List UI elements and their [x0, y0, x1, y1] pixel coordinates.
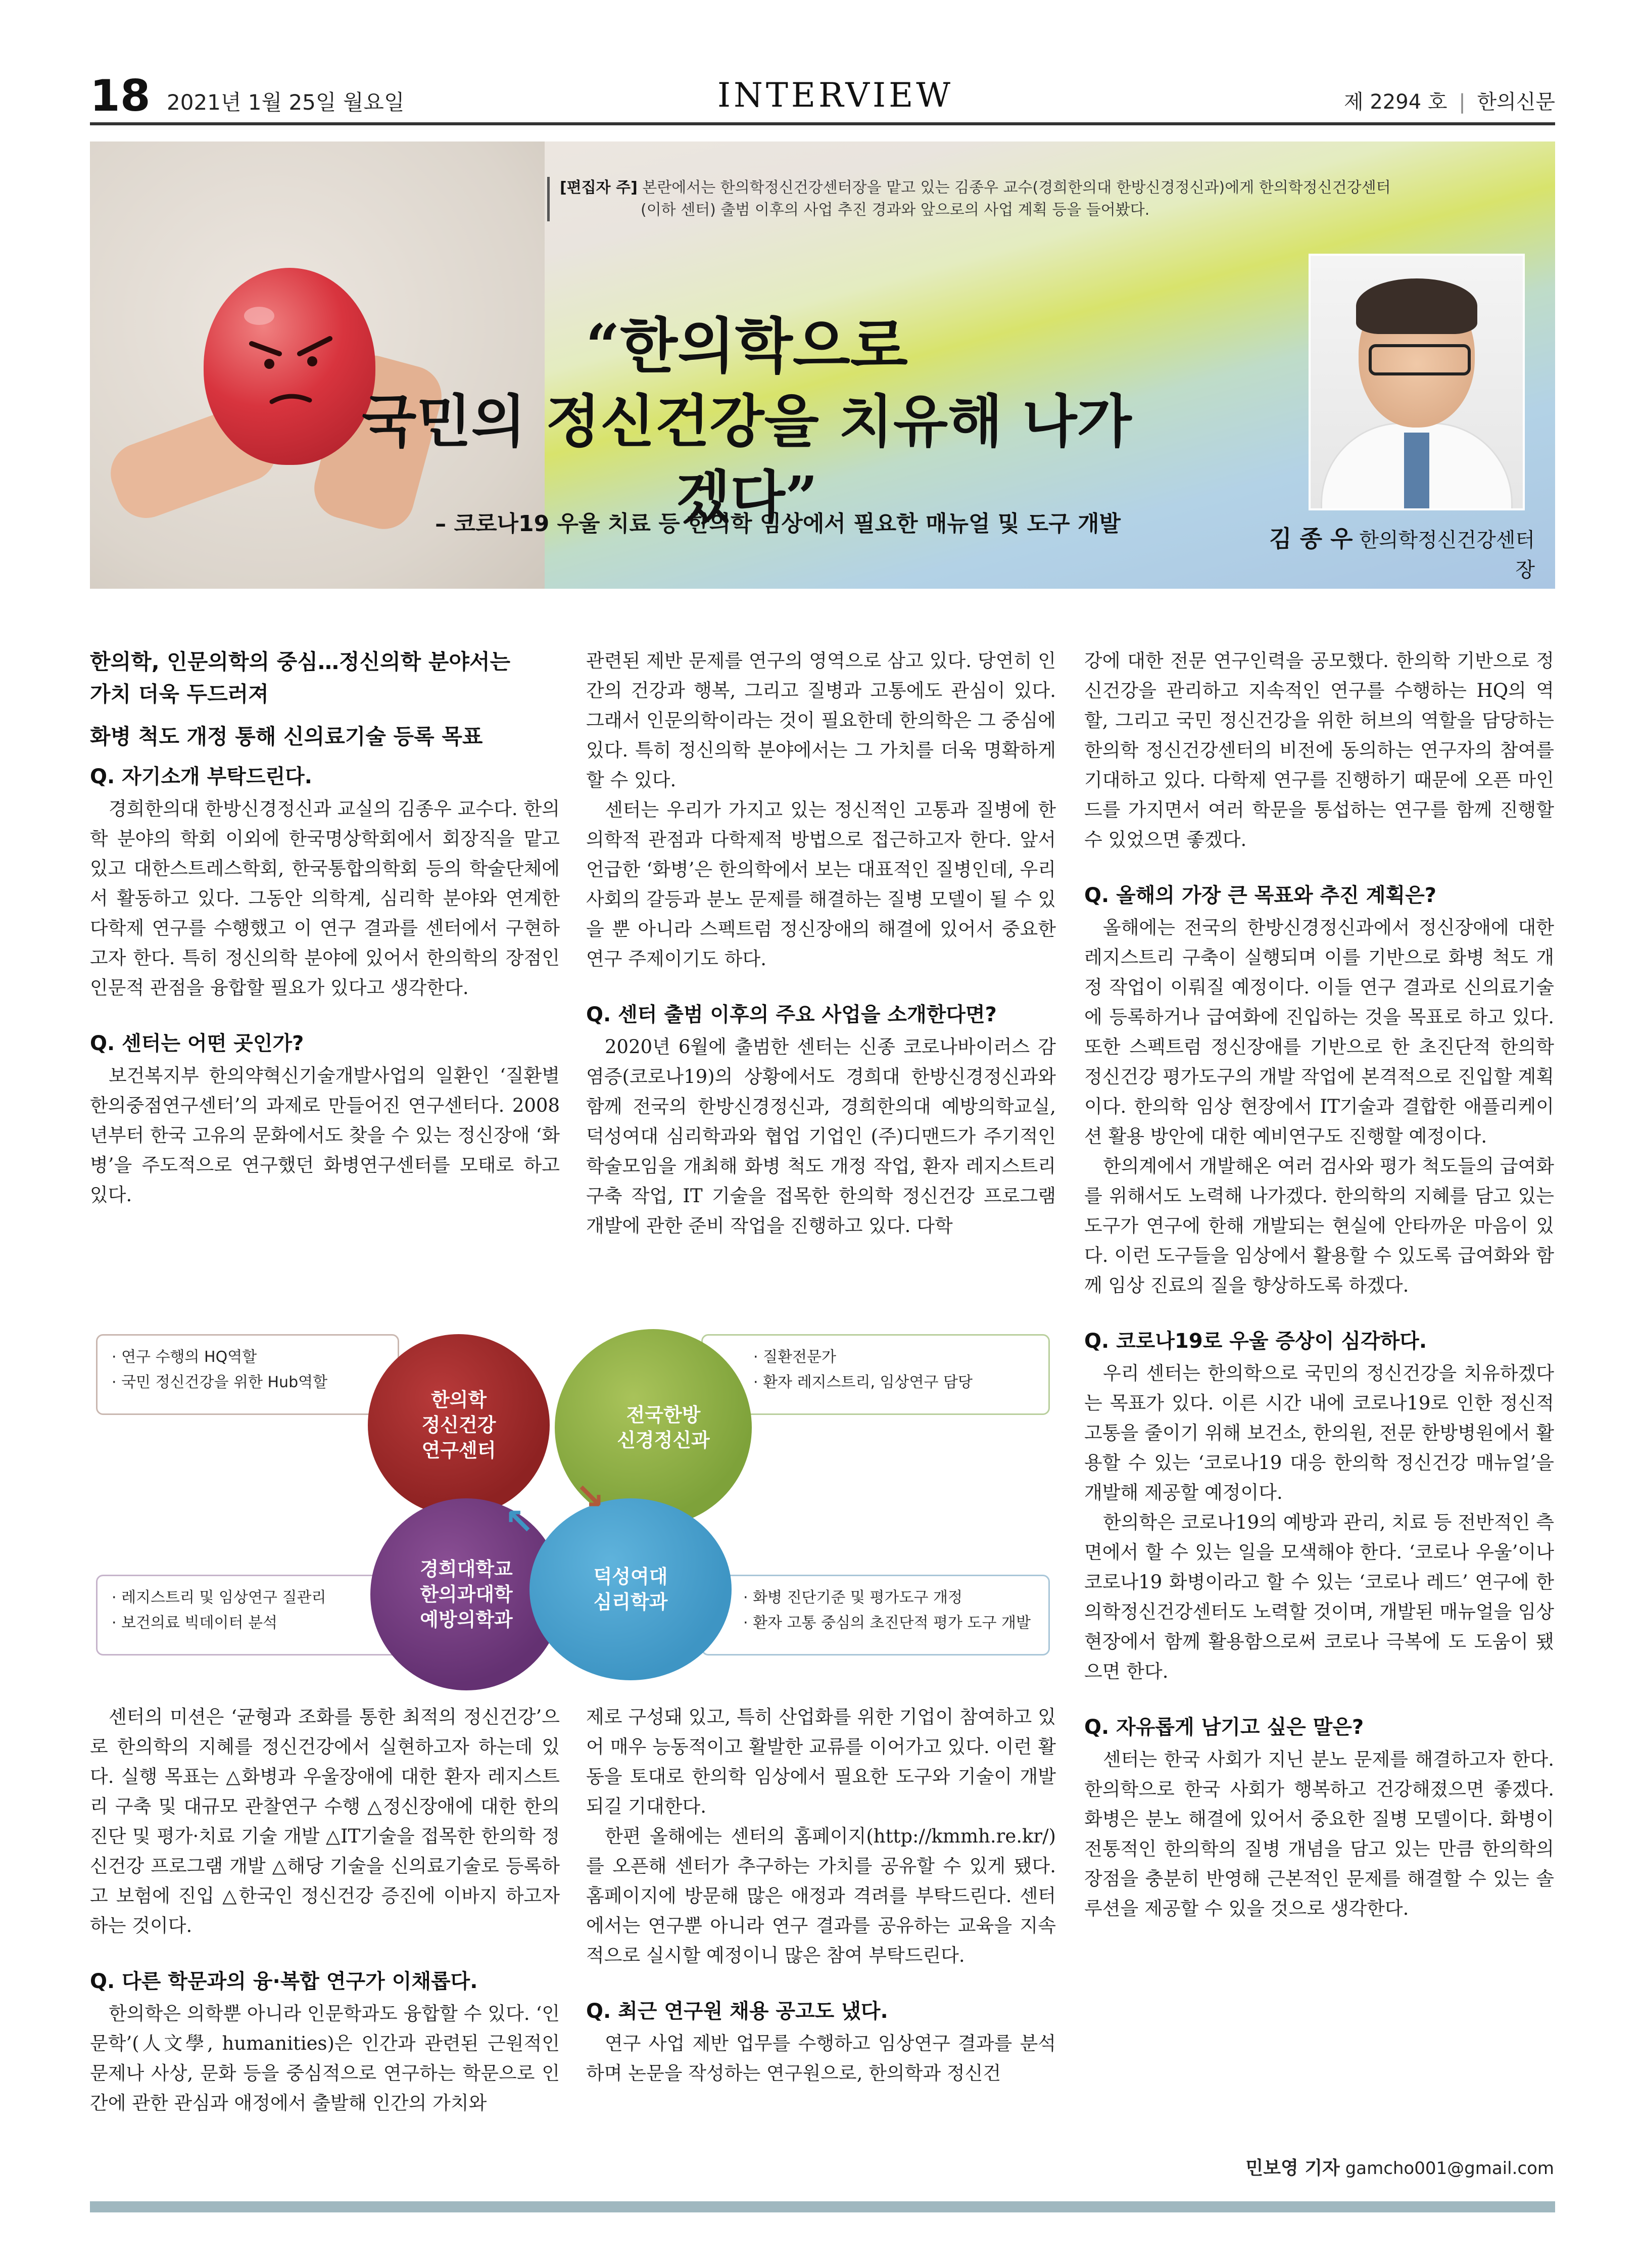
headline-banner — [90, 141, 1555, 589]
answer-2-continued-2: 센터는 우리가 가지고 있는 정신적인 고통과 질병에 한의학적 관점과 다학제적 방법으로 접근하고자 한다. 앞서 언급한 ‘화병’은 한의학에서 보는 대표적인 질병인데, 우리 사회의 갈등과 분노 문제를 해결하는 질병 모델이 될 수 있을 뿐 아니라 스펙트럼 정신장애의 해결에 있어서 중요한 연구 주제이기도 하다. — [586, 799, 1056, 970]
editor-note-line2: (이하 센터) 출범 이후의 사업 추진 경과와 앞으로의 사업 계획 등을 들어봤다. — [641, 201, 1150, 219]
interviewee-caption — [1252, 521, 1535, 583]
section-title: INTERVIEW — [717, 76, 954, 115]
industry-paragraph: 제로 구성돼 있고, 특히 산업화를 위한 기업이 참여하고 있어 매우 능동적이고 활발한 교류를 이어가고 있다. 이런 활동을 토대로 한의학 임상에서 필요한 도구와 기술이 개발되길 기대한다. — [586, 1706, 1056, 1817]
question-2: Q. 센터는 어떤 곳인가? — [90, 1032, 304, 1055]
answer-recruitment: 연구 사업 제반 업무를 수행하고 임상연구 결과를 분석하며 논문을 작성하는 연구원으로, 한의학과 정신건 — [586, 2033, 1056, 2084]
cycle-arrow-left-icon: ↖ — [504, 1501, 534, 1542]
balloon-face-icon — [204, 268, 375, 465]
angry-balloon-image — [204, 268, 375, 465]
circle-purple-line3: 예방의학과 — [420, 1609, 513, 1631]
issue-info — [1344, 86, 1555, 115]
subheadline: – 코로나19 우울 치료 등 한의학 임상에서 필요한 매뉴얼 및 도구 개발 — [435, 511, 1121, 537]
byline — [1245, 2154, 1554, 2180]
diagram-box-prevention-item-1: · 레지스트리 및 임상연구 질관리 — [112, 1589, 326, 1606]
answer-5-paragraph-2: 한의학은 코로나19의 예방과 관리, 치료 등 전반적인 측면에서 할 수 있는 일을 모색해야 한다. ‘코로나 우울’이나 코로나19 화병이라고 할 수 있는 ‘코로나 레드’ 연구에 한의학정신건강센터도 노력할 것이며, 개발된 매뉴얼을 임상 현장에서 함께 활용함으로써 코로나 극복에 도 도움이 됐으면 한다. — [1084, 1511, 1554, 1682]
homepage-paragraph: 한편 올해에는 센터의 홈페이지(http://kmmh.re.kr/)를 오픈해 센터가 추구하는 가치를 공유할 수 있게 됐다. 홈페이지에 방문해 많은 애정과 격려를 부탁드린다. 센터에서는 연구뿐 아니라 연구 결과를 공유하는 교육을 지속적으로 실시할 예정이니 많은 참여 부탁드린다. — [586, 1825, 1056, 1966]
answer-3-continued: 강에 대한 전문 연구인력을 공모했다. 한의학 기반으로 정신건강을 관리하고 지속적인 연구를 수행하는 HQ의 역할, 그리고 국민 정신건강을 위한 허브의 역할을 담당하는 한의학 정신건강센터의 비전에 동의하는 연구자의 참여를 기대하고 있다. 다학제 연구를 진행하기 때문에 오픈 마인드를 가지면서 여러 학문을 통섭하는 연구를 함께 진행할 수 있었으면 좋겠다. — [1084, 650, 1554, 850]
header-rule — [90, 122, 1555, 125]
cycle-arrow-right-icon: ↘ — [575, 1476, 605, 1517]
circle-blue-line1: 덕성여대 — [593, 1566, 668, 1588]
circle-purple-line2: 한의과대학 — [420, 1583, 513, 1605]
circle-green-line1: 전국한방 — [626, 1404, 701, 1426]
publication-date: 2021년 1월 25일 월요일 — [167, 90, 405, 115]
circle-mental-health-center — [368, 1334, 550, 1516]
photo-hair-shape — [1356, 278, 1477, 334]
diagram-box-psychology-item-2: · 환자 고통 중심의 초진단적 평가 도구 개발 — [743, 1614, 1031, 1632]
paper-name: 한의신문 — [1477, 90, 1555, 114]
diagram-box-prevention-item-2: · 보건의료 빅데이터 분석 — [112, 1614, 277, 1632]
question-1: Q. 자기소개 부탁드린다. — [90, 765, 313, 788]
answer-1: 경희한의대 한방신경정신과 교실의 김종우 교수다. 한의학 분야의 학회 이외에 한국명상학회에서 회장직을 맡고 있고 대한스트레스학회, 한국통합의학회 등의 학술단체에서 활동하고 있다. 그동안 의학계, 심리학 분야와 연계한 다학제 연구를 수행했고 이 연구 결과를 센터에서 구현하고자 한다. 특히 정신의학 분야에 있어서 한의학의 장점인 인문적 관점을 융합할 필요가 있다고 생각한다. — [90, 798, 560, 999]
page-number: 18 — [90, 71, 151, 121]
circle-psychology — [529, 1498, 732, 1680]
circle-red-line3: 연구센터 — [421, 1439, 496, 1461]
diagram-box-clinic-item-1: · 질환전문가 — [753, 1348, 836, 1366]
headline-line2: 국민의 정신건강을 치유해 나가겠다” — [362, 389, 1132, 531]
editor-note-label: [편집자 주] — [560, 179, 638, 197]
answer-6: 센터는 한국 사회가 지닌 분노 문제를 해결하고자 한다. 한의학으로 한국 사회가 행복하고 건강해졌으면 좋겠다. 화병은 분노 해결에 있어서 중요한 질병 모델이다. 화병이 전통적인 한의학의 질병 개념을 담고 있는 만큼 한의학의 장점을 충분히 반영해 근본적인 문제를 해결할 수 있는 솔루션을 제공할 수 있을 것으로 생각한다. — [1084, 1749, 1554, 1919]
diagram-box-clinic — [701, 1334, 1050, 1415]
diagram-box-hq-item-1: · 연구 수행의 HQ역할 — [112, 1348, 257, 1366]
reporter-email: gamcho001@gmail.com — [1345, 2158, 1554, 2179]
column-1 — [90, 646, 560, 1210]
diagram-box-clinic-item-2: · 환자 레지스트리, 임상연구 담당 — [753, 1374, 973, 1391]
column-2 — [586, 646, 1056, 1241]
headline — [353, 308, 1141, 536]
question-5: Q. 코로나19로 우울 증상이 심각하다. — [1084, 1330, 1427, 1353]
mission-paragraph: 센터의 미션은 ‘균형과 조화를 통한 최적의 정신건강’으로 한의학의 지혜를 정신건강에서 실현하고자 하는데 있다. 실행 목표는 △화병과 우울장애에 대한 환자 레지스트리 구축 및 대규모 관찰연구 수행 △정신장애에 대한 한의 진단 및 평가·치료 기술 개발 △IT기술을 접목한 한의학 정신건강 프로그램 개발 △해당 기술을 신의료기술로 등록하고 보험에 진입 △한국인 정신건강 증진에 이바지 하고자 하는 것이다. — [90, 1706, 560, 1936]
circle-red-line2: 정신건강 — [421, 1414, 496, 1436]
editor-note-line1: 본란에서는 한의학정신건강센터장을 맡고 있는 김종우 교수(경희한의대 한방신경정신과)에게 한의학정신건강센터 — [642, 179, 1391, 197]
answer-2-continued-1: 관련된 제반 문제를 연구의 영역으로 삼고 있다. 당연히 인간의 건강과 행복, 그리고 질병과 고통에도 관심이 있다. 그래서 인문의학이라는 것이 필요한데 한의학은 그 중심에 있다. 특히 정신의학 분야에서는 그 가치를 더욱 명확하게 할 수 있다. — [586, 650, 1056, 791]
circle-blue-line2: 심리학과 — [593, 1591, 668, 1613]
diagram-box-hq — [96, 1334, 399, 1415]
question-recruitment: Q. 최근 연구원 채용 공고도 냈다. — [586, 2000, 888, 2023]
issue-separator: | — [1459, 90, 1466, 114]
question-interdisciplinary: Q. 다른 학문과의 융·복합 연구가 이채롭다. — [90, 1970, 478, 1993]
bottom-column-2 — [586, 1702, 1056, 2088]
interviewee-title: 한의학정신건강센터장 — [1359, 529, 1535, 582]
diagram-box-prevention — [96, 1575, 399, 1656]
circle-green-line2: 신경정신과 — [617, 1429, 710, 1451]
subtitle-1-line2: 가치 더욱 두드러져 — [90, 682, 269, 706]
subtitle-1-line1: 한의학, 인문의학의 중심…정신의학 분야서는 — [90, 649, 511, 674]
diagram-box-hq-item-2: · 국민 정신건강을 위한 Hub역할 — [112, 1374, 328, 1391]
center-diagram — [90, 1324, 1056, 1678]
answer-2: 보건복지부 한의약혁신기술개발사업의 일환인 ‘질환별 한의중점연구센터’의 과제로 만들어진 연구센터다. 2008년부터 한국 고유의 문화에서도 찾을 수 있는 정신장애 ‘화병’을 주도적으로 연구했던 화병연구센터를 모태로 하고 있다. — [90, 1065, 560, 1206]
answer-4-paragraph-2: 한의계에서 개발해온 여러 검사와 평가 척도들의 급여화를 위해서도 노력해 나가겠다. 한의학의 지혜를 담고 있는 도구가 연구에 한해 개발되는 현실에 안타까운 마음이 있다. 이런 도구들을 임상에서 활용할 수 있도록 급여화와 함께 임상 진료의 질을 향상하도록 하겠다. — [1084, 1155, 1554, 1296]
subtitle-2: 화병 척도 개정 통해 신의료기술 등록 목표 — [90, 724, 483, 749]
issue-number: 제 2294 호 — [1344, 90, 1447, 114]
answer-5-paragraph-1: 우리 센터는 한의학으로 국민의 정신건강을 치유하겠다는 목표가 있다. 이른 시간 내에 코로나19로 인한 정신적 고통을 줄이기 위해 보건소, 한의원, 전문 한방병원에서 활용할 수 있는 ‘코로나19 대응 한의학 정신건강 매뉴얼’을 개발해 제공할 예정이다. — [1084, 1362, 1554, 1503]
headline-line1: “한의학으로 — [586, 311, 908, 381]
photo-glasses-shape — [1369, 344, 1471, 375]
footer-bar — [90, 2201, 1555, 2212]
bottom-column-1 — [90, 1702, 560, 2118]
answer-4-paragraph-1: 올해에는 전국의 한방신경정신과에서 정신장애에 대한 레지스트리 구축이 실행되며 이를 기반으로 화병 척도 개정 작업이 이뤄질 예정이다. 이들 연구 결과로 신의료기술에 등록하거나 급여화에 진입하는 것을 목표로 하고 있다. 또한 스펙트럼 정신장애를 기반으로 한 초진단적 한의학 정신건강 평가도구의 개발 작업에 본격적으로 진입할 계획이다. 한의학 임상 현장에서 IT기술과 결합한 애플리케이션 활용 방안에 대한 예비연구도 진행할 예정이다. — [1084, 917, 1554, 1147]
answer-interdisciplinary: 한의학은 의학뿐 아니라 인문학과도 융합할 수 있다. ‘인문학’(人文學, humanities)은 인간과 관련된 근원적인 문제나 사상, 문화 등을 중심적으로 연구하는 학문으로 인간에 관한 관심과 애정에서 출발해 인간의 가치와 — [90, 2003, 560, 2114]
reporter-name: 민보영 기자 — [1245, 2158, 1340, 2179]
photo-tie-shape — [1404, 433, 1429, 510]
circle-purple-line1: 경희대학교 — [420, 1558, 513, 1580]
question-4: Q. 올해의 가장 큰 목표와 추진 계획은? — [1084, 884, 1436, 907]
diagram-box-psychology — [701, 1575, 1050, 1656]
editor-note — [547, 177, 1520, 221]
circle-red-line1: 한의학 — [430, 1389, 487, 1411]
interviewee-photo — [1309, 254, 1525, 510]
diagram-box-psychology-item-1: · 화병 진단기준 및 평가도구 개정 — [743, 1589, 962, 1606]
question-6: Q. 자유롭게 남기고 싶은 말은? — [1084, 1716, 1364, 1739]
question-3: Q. 센터 출범 이후의 주요 사업을 소개한다면? — [586, 1003, 997, 1026]
interviewee-name: 김 종 우 — [1269, 525, 1353, 552]
answer-3: 2020년 6월에 출범한 센터는 신종 코로나바이러스 감염증(코로나19)의 상황에서도 경희대 한방신경정신과와 함께 전국의 한방신경정신과, 경희한의대 예방의학교실, 덕성여대 심리학과와 협업 기업인 (주)디맨드가 주기적인 학술모임을 개최해 화병 척도 개정 작업, 환자 레지스트리 구축 작업, IT 기술을 접목한 한의학 정신건강 프로그램 개발에 관한 준비 작업을 진행하고 있다. 다학 — [586, 1036, 1056, 1237]
column-3 — [1084, 646, 1554, 1923]
